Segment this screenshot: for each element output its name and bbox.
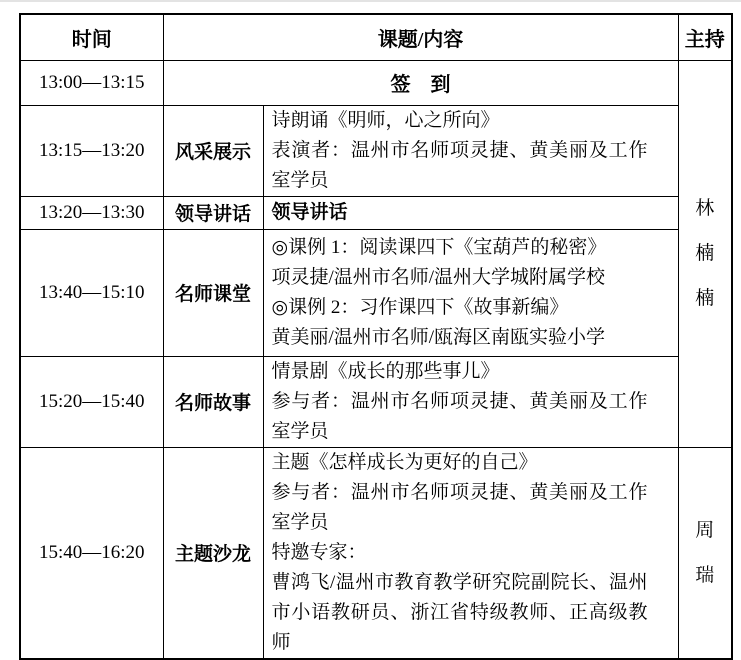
content-line: 情景剧《成长的那些事儿》: [271, 360, 500, 382]
host-cell-second: [678, 447, 732, 659]
time-cell: 13:00—13:15: [20, 60, 163, 105]
table-row-performance: [20, 105, 732, 196]
header-topic-content: 课题/内容: [163, 14, 678, 60]
content-cell: [263, 356, 678, 447]
content-line: 项灵捷/温州市名师/温州大学城附属学校: [271, 266, 606, 288]
topic-cell: 名师课堂: [163, 229, 263, 356]
schedule-table: [19, 13, 733, 660]
host-name: 林楠楠: [695, 198, 715, 309]
topic-cell: 主题沙龙: [163, 447, 263, 659]
host-cell-first: [678, 60, 732, 447]
topic-cell: 名师故事: [163, 356, 263, 447]
header-time: 时间: [20, 14, 163, 60]
time-cell: 15:40—16:20: [20, 447, 163, 659]
content-line: 参与者：温州市名师项灵捷、黄美丽及工作室学员: [271, 390, 648, 442]
window-top-edge: [0, 0, 741, 2]
table-row-leader-speech: [20, 196, 732, 229]
table-row-master-story: [20, 356, 732, 447]
content-line: ◎课例 1：阅读课四下《宝葫芦的秘密》: [271, 236, 607, 258]
content-line: 特邀专家：: [271, 541, 367, 563]
time-cell: 13:40—15:10: [20, 229, 163, 356]
topic-cell: 风采展示: [163, 105, 263, 196]
content-cell: [263, 105, 678, 196]
time-cell: 13:20—13:30: [20, 196, 163, 229]
time-cell: 15:20—15:40: [20, 356, 163, 447]
content-line: 主题《怎样成长为更好的自己》: [271, 451, 538, 473]
table-row-theme-salon: [20, 447, 732, 659]
time-cell: 13:15—13:20: [20, 105, 163, 196]
content-line: 领导讲话: [271, 201, 348, 223]
header-host: 主持: [678, 14, 732, 60]
content-line: 黄美丽/温州市名师/瓯海区南瓯实验小学: [271, 326, 606, 348]
content-cell: [263, 229, 678, 356]
content-line: 诗朗诵《明师，心之所向》: [271, 109, 500, 131]
topic-cell: 领导讲话: [163, 196, 263, 229]
content-line: ◎课例 2：习作课四下《故事新编》: [271, 296, 569, 318]
content-line: 参与者：温州市名师项灵捷、黄美丽及工作室学员: [271, 481, 648, 533]
content-line: 表演者：温州市名师项灵捷、黄美丽及工作室学员: [271, 139, 648, 191]
content-cell: [263, 447, 678, 659]
table-header-row: [20, 14, 732, 60]
table-row-signin: [20, 60, 732, 105]
signin-cell: 签 到: [163, 60, 678, 105]
content-cell: [263, 196, 678, 229]
table-row-master-class: [20, 229, 732, 356]
content-line: 曹鸿飞/温州市教育教学研究院副院长、温州市小语教研员、浙江省特级教师、正高级教师: [271, 571, 648, 653]
host-name: 周瑞: [695, 519, 715, 586]
